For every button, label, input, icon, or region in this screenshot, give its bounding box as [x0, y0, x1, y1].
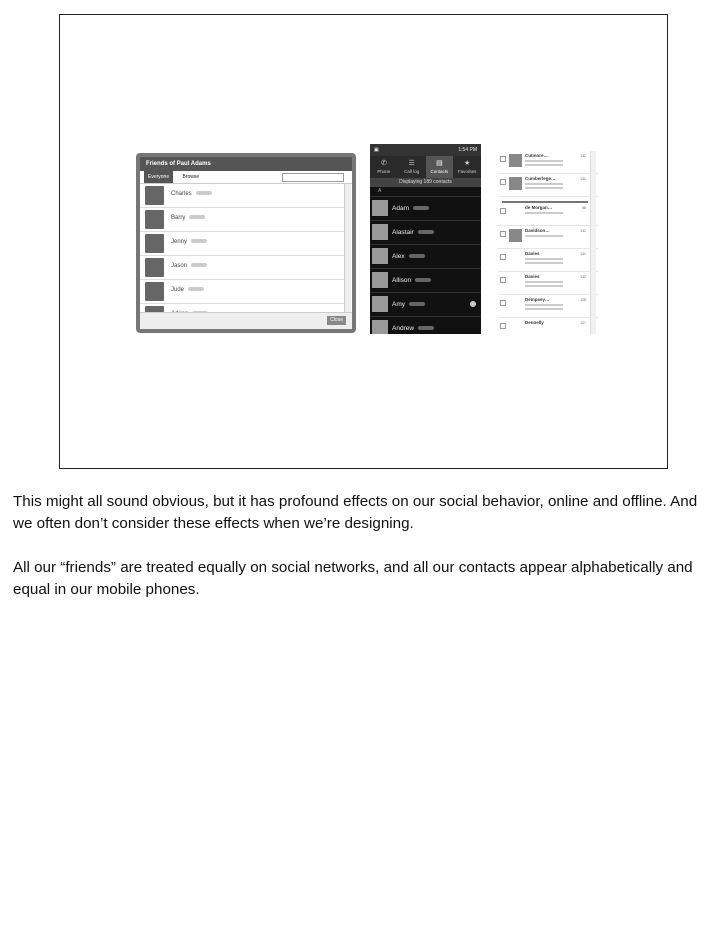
friend-name: Jude [171, 287, 204, 293]
contact-name: Alastair [392, 229, 434, 236]
call-log-icon: ☰ [408, 160, 415, 167]
contact-info: Davies [525, 251, 563, 264]
list-item[interactable] [140, 208, 344, 232]
contact-info: Davies [525, 274, 563, 287]
tab-call-log[interactable]: ☰ Call log [404, 160, 420, 174]
contacts-count: Displaying 189 contacts [370, 178, 481, 187]
checkbox[interactable] [500, 323, 506, 329]
connection-count: 127 [580, 321, 586, 325]
list-item[interactable] [370, 221, 481, 245]
list-item[interactable] [498, 226, 598, 249]
contact-name: Adam [392, 205, 429, 212]
list-item[interactable] [140, 280, 344, 304]
connection-count: 58 [582, 206, 586, 210]
list-item[interactable] [140, 184, 344, 208]
contact-info: Dennelly [525, 320, 544, 325]
status-time: 1:54 PM [458, 147, 477, 153]
list-item[interactable] [498, 151, 598, 174]
phone-tabs [370, 156, 481, 178]
contact-name: Andrew [392, 325, 434, 332]
slide-frame [59, 14, 668, 469]
checkbox[interactable] [500, 179, 506, 185]
contact-info: Davidson… [525, 228, 563, 237]
checkbox[interactable] [500, 231, 506, 237]
tab-everyone[interactable]: Everyone [144, 171, 173, 183]
avatar [372, 320, 388, 334]
contacts-icon: ▤ [436, 160, 443, 167]
checkbox[interactable] [500, 300, 506, 306]
friend-name: Barry [171, 215, 205, 221]
contact-name: Alex [392, 253, 425, 260]
section-letter: A [370, 187, 481, 197]
dialog-title: Friends of Paul Adams [140, 157, 352, 171]
list-item[interactable] [370, 293, 481, 317]
avatar [145, 186, 164, 205]
star-icon: ★ [463, 160, 471, 167]
friend-name: Jenny [171, 239, 207, 245]
connection-count: 132 [580, 154, 586, 158]
avatar [372, 272, 388, 288]
speaker-notes [13, 491, 713, 623]
contact-info: Cumberlege… [525, 176, 563, 189]
checkbox[interactable] [500, 254, 506, 260]
friends-list [140, 184, 344, 313]
avatar [145, 258, 164, 277]
contact-info: Dempsey… [525, 297, 563, 310]
presence-icon [470, 301, 476, 307]
contact-name: Amy [392, 301, 425, 308]
friend-name: Jason [171, 263, 207, 269]
connection-count: 132 [580, 275, 586, 279]
list-item[interactable] [370, 269, 481, 293]
connection-count: 131 [580, 252, 586, 256]
list-item[interactable] [370, 197, 481, 221]
avatar [372, 200, 388, 216]
list-item[interactable] [140, 232, 344, 256]
checkbox[interactable] [500, 156, 506, 162]
avatar [509, 298, 522, 311]
avatar [509, 252, 522, 265]
list-item[interactable] [498, 318, 598, 334]
android-contacts-screen [370, 144, 481, 334]
list-item[interactable] [370, 245, 481, 269]
tab-favorites[interactable]: ★ Favorites [457, 160, 477, 174]
contact-info: Cutmore… [525, 153, 563, 166]
list-item[interactable] [370, 317, 481, 334]
list-item[interactable] [498, 174, 598, 197]
avatar [509, 229, 522, 242]
scrollbar[interactable] [590, 151, 596, 334]
notes-paragraph: All our “friends” are treated equally on social networks, and all our contacts appear alphabetically and equal in our mobile phones. [13, 559, 693, 598]
tab-browse[interactable]: Browse [182, 174, 200, 180]
tab-contacts[interactable]: ▤ Contacts [426, 156, 454, 178]
list-item[interactable] [498, 203, 598, 226]
facebook-friends-dialog [136, 153, 356, 333]
avatar [372, 224, 388, 240]
avatar [509, 321, 522, 334]
avatar [509, 275, 522, 288]
search-input[interactable] [282, 173, 344, 182]
notes-paragraph: This might all sound obvious, but it has profound effects on our social behavior, online and offline. And we often don’t consider these effects when we’re designing. [13, 493, 698, 532]
avatar [372, 248, 388, 264]
close-button[interactable]: Close [327, 316, 346, 325]
notification-icon: ▣ [374, 147, 379, 153]
connection-count: 126 [580, 298, 586, 302]
avatar [509, 206, 522, 219]
scrollbar[interactable] [344, 184, 351, 313]
contact-name: Allison [392, 277, 431, 284]
dialog-footer [140, 312, 352, 329]
dialog-tabs [140, 171, 352, 184]
contact-info: de Morgan… [525, 205, 563, 214]
friend-name: Charles [171, 191, 212, 197]
avatar [509, 177, 522, 190]
list-item[interactable] [498, 249, 598, 272]
avatar [372, 296, 388, 312]
checkbox[interactable] [500, 277, 506, 283]
avatar [509, 154, 522, 167]
linkedin-contacts-list [498, 151, 598, 334]
connection-count: 132 [580, 229, 586, 233]
avatar [145, 210, 164, 229]
list-item[interactable] [498, 272, 598, 295]
connection-count: 132 [580, 177, 586, 181]
status-bar [370, 144, 481, 156]
list-item[interactable] [498, 295, 598, 318]
avatar [145, 234, 164, 253]
list-item[interactable] [140, 256, 344, 280]
tab-phone[interactable]: ✆ Phone [377, 160, 391, 174]
checkbox[interactable] [500, 208, 506, 214]
avatar [145, 282, 164, 301]
phone-icon: ✆ [380, 160, 387, 167]
